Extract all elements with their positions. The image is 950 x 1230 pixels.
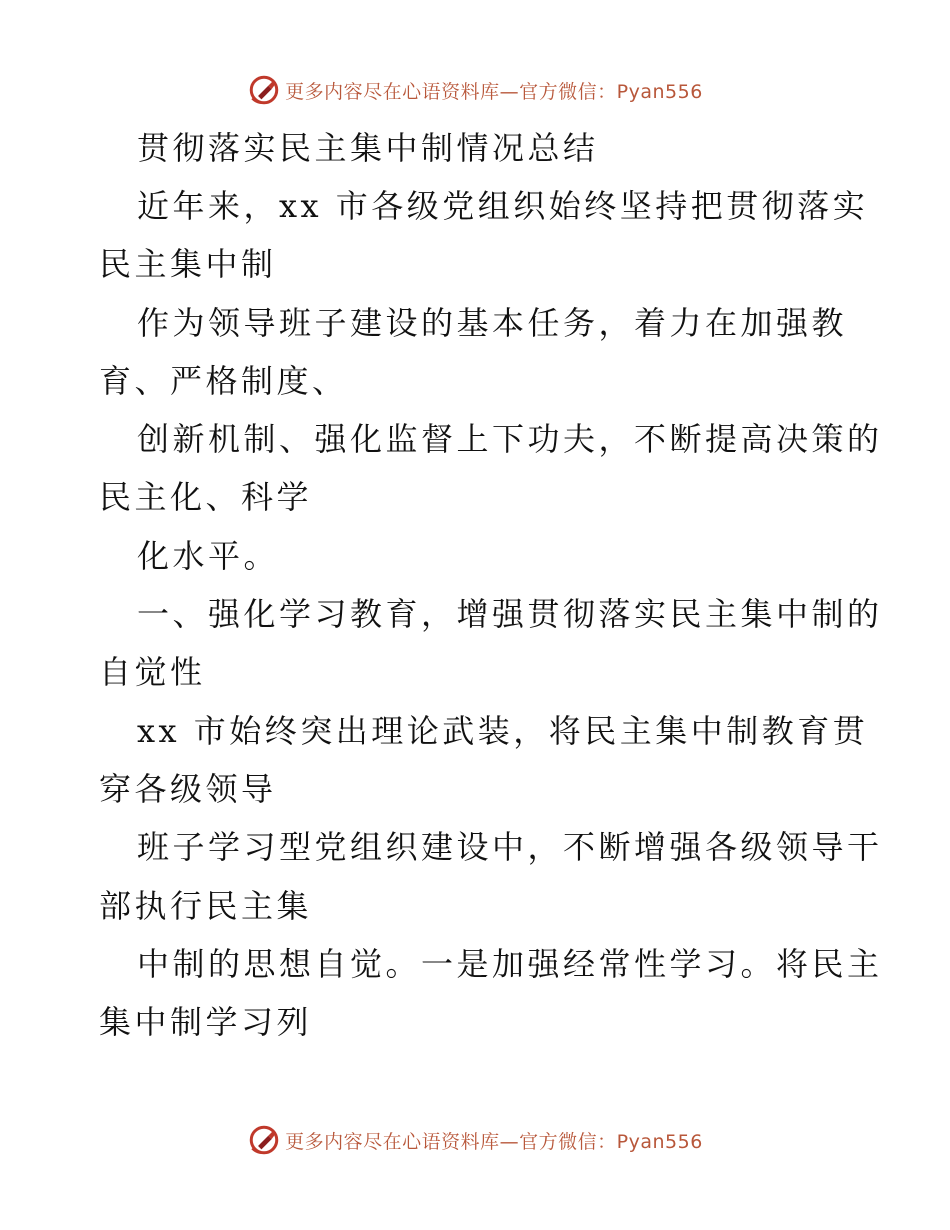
paragraph-line: 育、严格制度、: [99, 362, 348, 400]
paragraph-line: xx 市始终突出理论武装，将民主集中制教育贯: [137, 712, 869, 750]
header-banner-text: 更多内容尽在心语资料库—官方微信：Pyan556: [285, 80, 703, 103]
paragraph-line: 班子学习型党组织建设中，不断增强各级领导干: [137, 828, 883, 866]
pen-nib-logo-icon: [247, 1123, 281, 1157]
footer-banner-text: 更多内容尽在心语资料库—官方微信：Pyan556: [285, 1130, 703, 1153]
paragraph-line: 化水平。: [137, 537, 280, 575]
footer-banner: [0, 1120, 950, 1160]
pen-nib-logo-icon: [247, 73, 281, 107]
header-banner: [0, 70, 950, 110]
paragraph-line: 中制的思想自觉。一是加强经常性学习。将民主: [137, 945, 883, 983]
section-heading: 一、强化学习教育，增强贯彻落实民主集中制的: [137, 595, 883, 633]
paragraph-line: 创新机制、强化监督上下功夫，不断提高决策的: [137, 420, 883, 458]
paragraph-line: 民主化、科学: [99, 478, 313, 516]
paragraph-line: 部执行民主集: [99, 887, 313, 925]
paragraph-line: 民主集中制: [99, 245, 277, 283]
paragraph-line: 集中制学习列: [99, 1003, 313, 1041]
document-title: 贯彻落实民主集中制情况总结: [137, 129, 599, 167]
paragraph-line: 穿各级领导: [99, 770, 277, 808]
paragraph-line: 作为领导班子建设的基本任务，着力在加强教: [137, 304, 848, 342]
paragraph-line: 近年来，xx 市各级党组织始终坚持把贯彻落实: [137, 187, 869, 225]
section-heading-continuation: 自觉性: [99, 653, 206, 691]
